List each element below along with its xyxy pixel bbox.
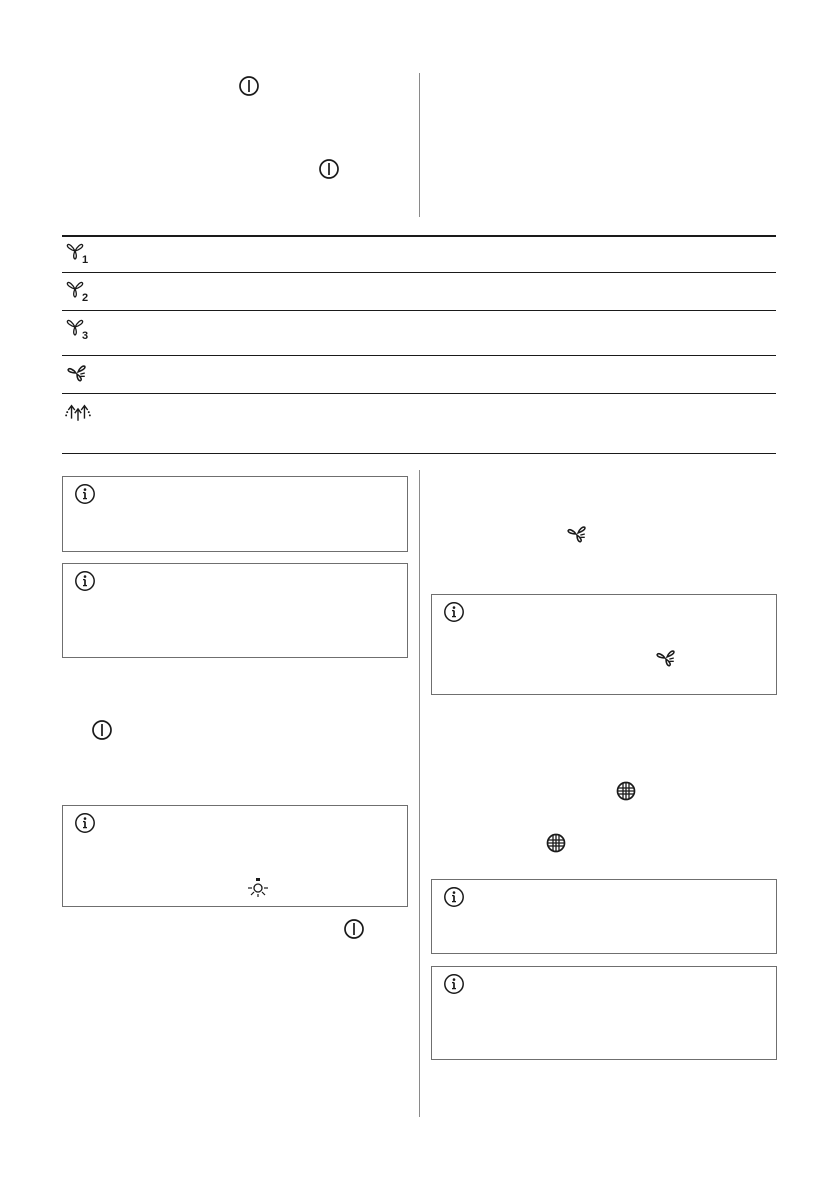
info-icon xyxy=(443,886,465,908)
fan-speed-3-icon xyxy=(66,318,92,340)
filter-grid-icon xyxy=(616,781,636,801)
power-icon xyxy=(343,918,365,940)
info-note-box xyxy=(431,594,777,695)
table-row-rule xyxy=(62,355,776,356)
column-divider-top xyxy=(419,73,420,217)
info-icon xyxy=(74,570,96,592)
fan-intensive-icon xyxy=(656,648,676,668)
svg-text:2: 2 xyxy=(82,292,89,302)
light-bulb-icon xyxy=(247,878,269,898)
svg-text:1: 1 xyxy=(82,254,89,264)
svg-text:3: 3 xyxy=(82,330,89,340)
info-note-box xyxy=(62,563,408,658)
fan-speed-1-icon xyxy=(66,242,92,264)
fan-intensive-icon xyxy=(67,363,87,383)
power-icon xyxy=(238,75,260,97)
steam-arrows-icon xyxy=(64,399,92,426)
fan-speed-2-icon xyxy=(66,280,92,302)
power-icon xyxy=(91,719,113,741)
filter-grid-icon xyxy=(546,833,566,853)
info-note-box xyxy=(62,476,408,552)
table-row-rule xyxy=(62,393,776,394)
table-bottom-rule xyxy=(62,453,776,454)
info-icon xyxy=(443,973,465,995)
info-note-box xyxy=(431,879,777,954)
column-divider-bottom xyxy=(419,470,420,1117)
info-note-box xyxy=(431,966,777,1060)
power-icon xyxy=(318,158,340,180)
info-icon xyxy=(74,812,96,834)
info-icon xyxy=(74,483,96,505)
info-icon xyxy=(443,601,465,623)
fan-intensive-icon xyxy=(567,524,587,544)
table-row-rule xyxy=(62,272,776,273)
table-top-rule xyxy=(62,235,776,237)
info-note-box xyxy=(62,805,408,907)
table-row-rule xyxy=(62,310,776,311)
